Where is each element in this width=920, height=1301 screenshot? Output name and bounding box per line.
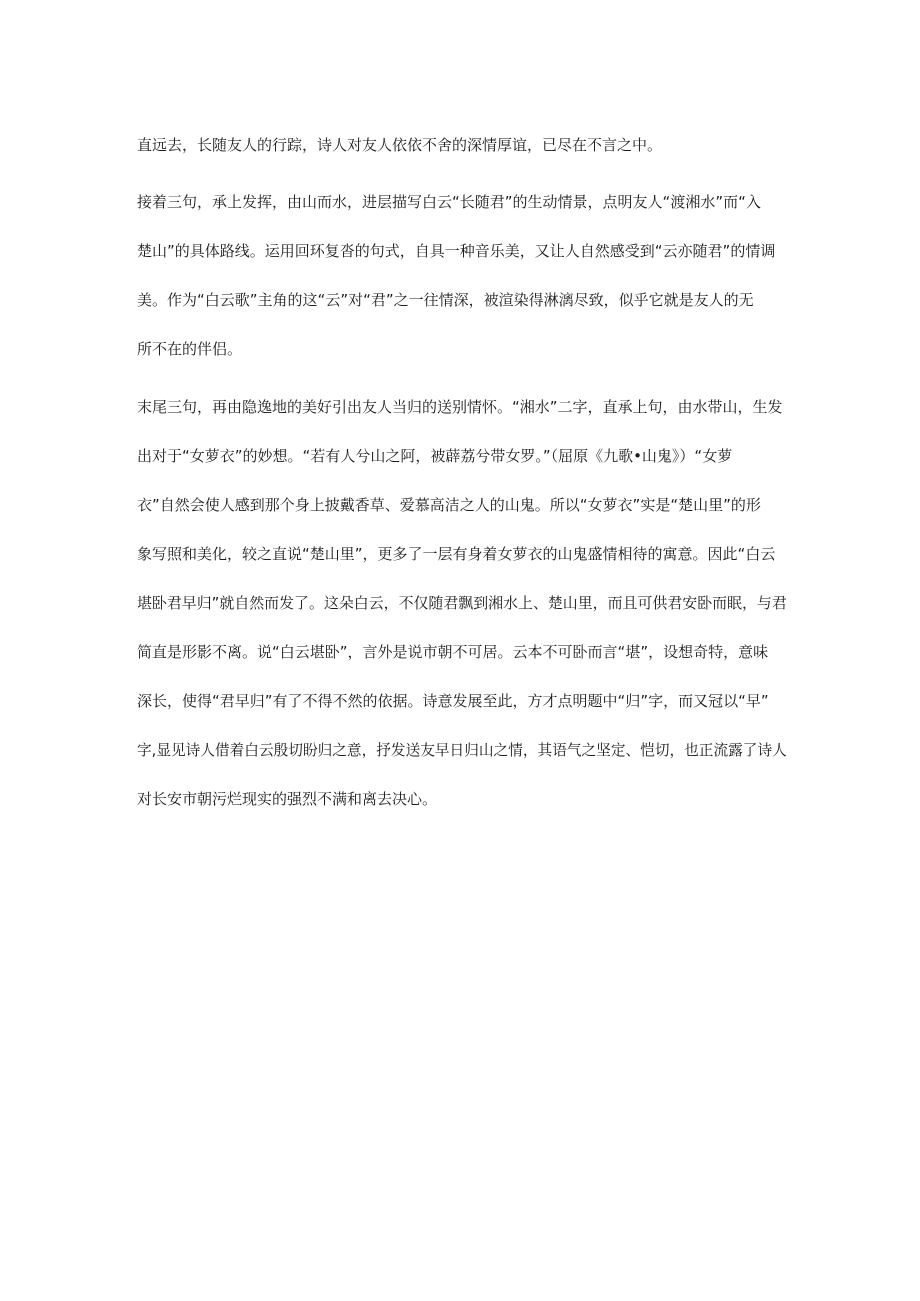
text-line: 末尾三句，再由隐逸地的美好引出友人当归的送别情怀。“湘水”二字，直承上句，由水带山，生发 [137, 398, 783, 416]
text-line: 象写照和美化，较之直说“楚山里”，更多了一层有身着女萝衣的山鬼盛情相待的寓意。因此“白云 [137, 545, 776, 563]
text-line: 堪卧君早归”就自然而发了。这朵白云，不仅随君飘到湘水上、楚山里，而且可供君安卧而眠，与君 [137, 594, 787, 612]
text-line: 直远去，长随友人的行踪，诗人对友人依依不舍的深情厚谊，已尽在不言之中。 [137, 136, 663, 154]
text-line: 深长，使得“君早归”有了不得不然的依据。诗意发展至此，方才点明题中“归”字，而又冠以“早” [137, 692, 769, 710]
text-line: 接着三句，承上发挥，由山而水，进层描写白云“长随君”的生动情景，点明友人“渡湘水”而“入 [137, 193, 761, 211]
text-line: 美。作为“白云歌”主角的这“云”对“君”之一往情深，被渲染得淋漓尽致，似乎它就是友人的无 [137, 291, 754, 309]
text-line: 所不在的伴侣。 [137, 340, 243, 358]
text-line: 出对于“女萝衣”的妙想。“若有人兮山之阿，被薜荔兮带女罗。”（屈原《九歌•山鬼》）“女萝 [137, 447, 733, 465]
text-line: 衣”自然会使人感到那个身上披戴香草、爱慕高洁之人的山鬼。所以“女萝衣”实是“楚山里”的形 [137, 496, 761, 514]
text-line: 对长安市朝污烂现实的强烈不满和离去决心。 [137, 790, 438, 808]
text-line: 字,显见诗人借着白云殷切盼归之意，抒发送友早日归山之情，其语气之坚定、恺切，也正流露了诗人 [137, 741, 787, 759]
text-line: 楚山”的具体路线。运用回环复沓的句式，自具一种音乐美，又让人自然感受到“云亦随君”的情调 [137, 242, 776, 260]
text-line: 简直是形影不离。说“白云堪卧”，言外是说市朝不可居。云本不可卧而言“堪”，设想奇特，意味 [137, 643, 769, 661]
